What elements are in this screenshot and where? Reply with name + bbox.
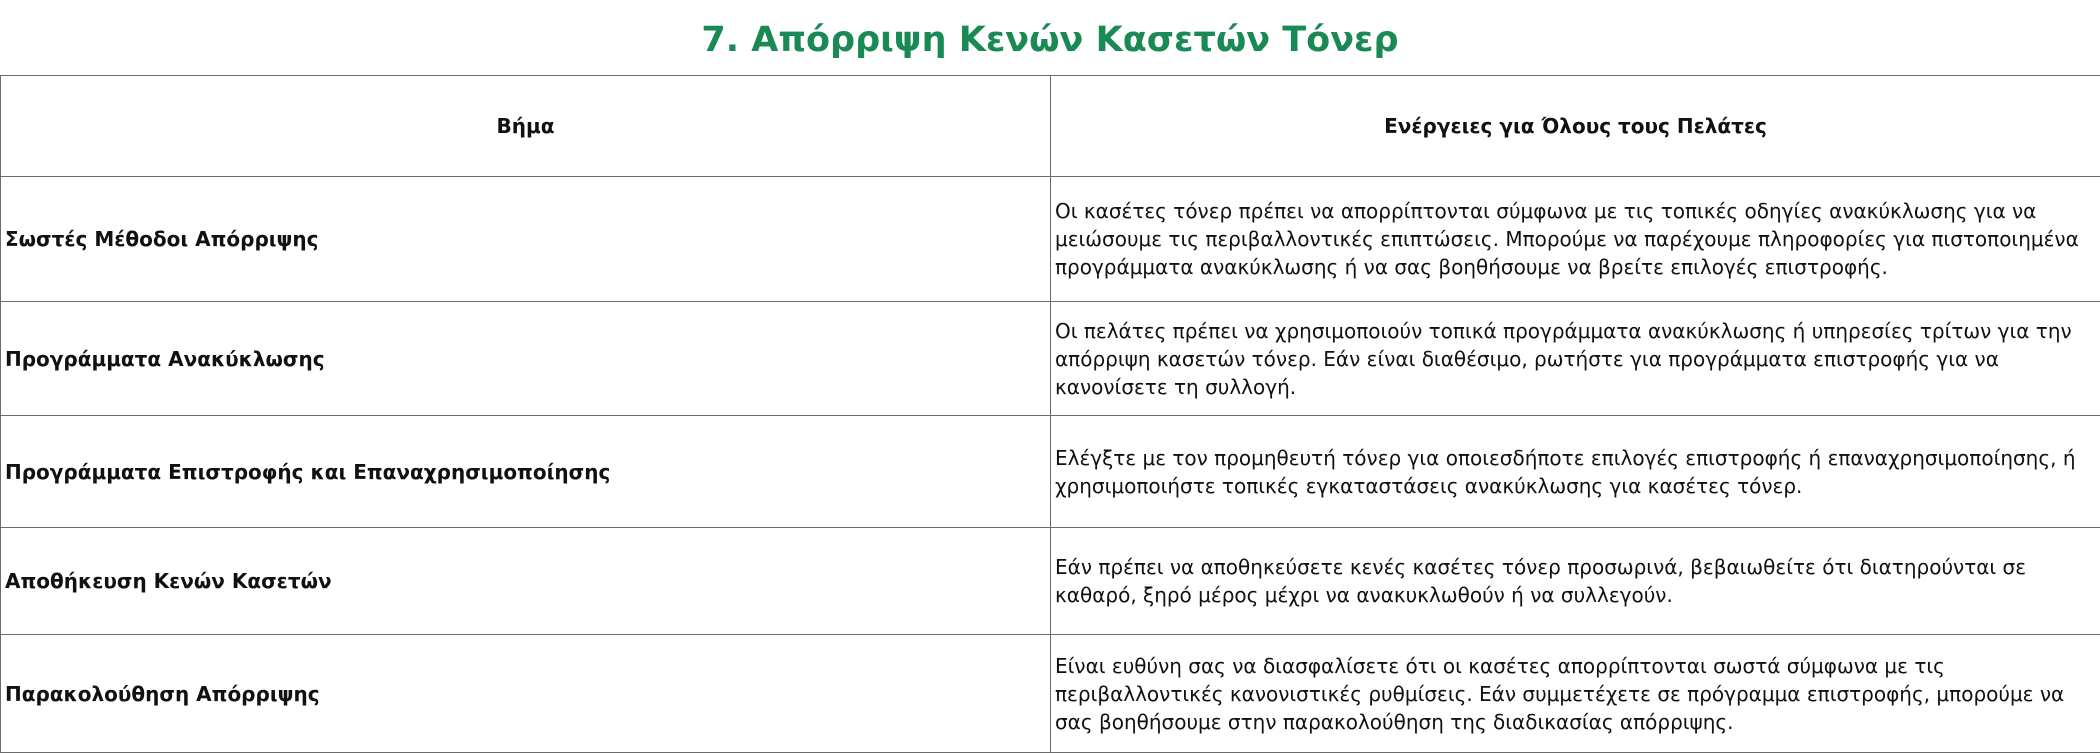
column-header-step: Βήμα (1, 76, 1051, 177)
step-cell: Παρακολούθηση Απόρριψης (1, 635, 1051, 753)
table-row (1, 528, 2100, 635)
action-cell: Οι κασέτες τόνερ πρέπει να απορρίπτονται σύμφωνα με τις τοπικές οδηγίες ανακύκλωσης για να μειώσουμε τις περιβαλλοντικές επιπτώσεις. Μπορούμε να παρέχουμε πληροφορίες για πιστοποιημένα προγράμματα ανακύκλωσης ή να σας βοηθήσουμε να βρείτε επιλογές επιστροφής. (1051, 177, 2100, 302)
table-row (1, 302, 2100, 416)
page-title: 7. Απόρριψη Κενών Κασετών Τόνερ (0, 0, 2100, 75)
action-cell: Εάν πρέπει να αποθηκεύσετε κενές κασέτες τόνερ προσωρινά, βεβαιωθείτε ότι διατηρούνται σε καθαρό, ξηρό μέρος μέχρι να ανακυκλωθούν ή να συλλεγούν. (1051, 528, 2100, 635)
table-header (1, 76, 2100, 177)
step-cell: Προγράμματα Ανακύκλωσης (1, 302, 1051, 416)
action-cell: Είναι ευθύνη σας να διασφαλίσετε ότι οι κασέτες απορρίπτονται σωστά σύμφωνα με τις περιβαλλοντικές κανονιστικές ρυθμίσεις. Εάν συμμετέχετε σε πρόγραμμα επιστροφής, μπορούμε να σας βοηθήσουμε στην παρακολούθηση της διαδικασίας απόρριψης. (1051, 635, 2100, 753)
step-cell: Αποθήκευση Κενών Κασετών (1, 528, 1051, 635)
table-header-row (1, 76, 2100, 177)
action-cell: Οι πελάτες πρέπει να χρησιμοποιούν τοπικά προγράμματα ανακύκλωσης ή υπηρεσίες τρίτων για την απόρριψη κασετών τόνερ. Εάν είναι διαθέσιμο, ρωτήστε για προγράμματα επιστροφής για να κανονίσετε τη συλλογή. (1051, 302, 2100, 416)
step-cell: Προγράμματα Επιστροφής και Επαναχρησιμοποίησης (1, 416, 1051, 528)
table-body (1, 177, 2100, 753)
table-row (1, 177, 2100, 302)
action-cell: Ελέγξτε με τον προμηθευτή τόνερ για οποιεσδήποτε επιλογές επιστροφής ή επαναχρησιμοποίησης, ή χρησιμοποιήστε τοπικές εγκαταστάσεις ανακύκλωσης για κασέτες τόνερ. (1051, 416, 2100, 528)
step-cell: Σωστές Μέθοδοι Απόρριψης (1, 177, 1051, 302)
column-header-actions: Ενέργειες για Όλους τους Πελάτες (1051, 76, 2100, 177)
table-row (1, 416, 2100, 528)
disposal-steps-table (0, 75, 2100, 753)
table-row (1, 635, 2100, 753)
